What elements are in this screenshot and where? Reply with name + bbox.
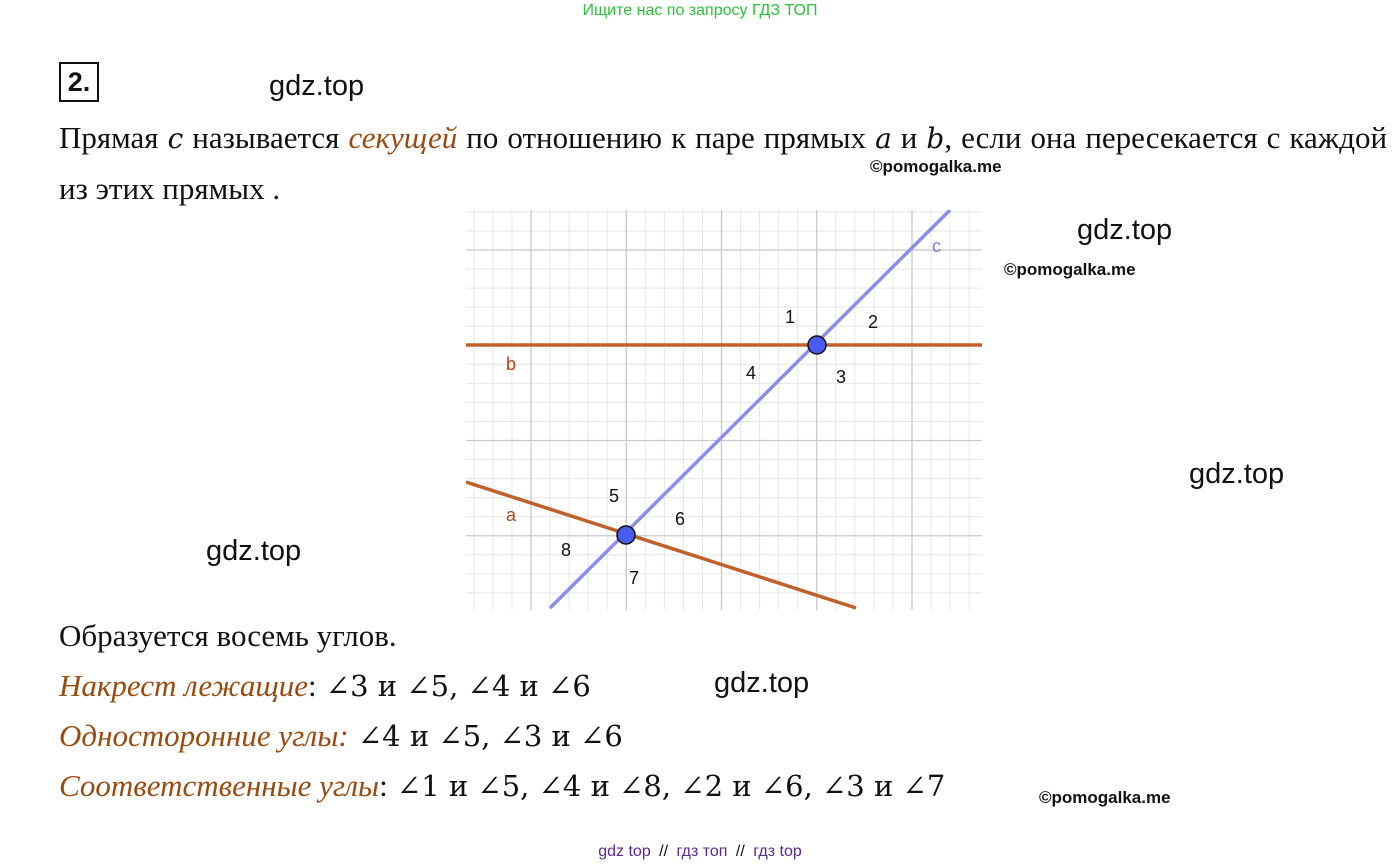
term-secant: секущей [348,120,458,155]
intersection-point-b [808,336,826,354]
watermark-gdz: gdz.top [1077,214,1173,246]
row-separator: : [308,668,317,703]
footer-link-gdz-top[interactable]: gdz top [598,843,651,860]
angle-label-1: 1 [785,307,796,327]
corresponding-angles-term: Соответственные углы [59,768,380,803]
task-number: 2. [59,62,99,102]
angle-label-3: 3 [836,367,847,387]
definition-paragraph [59,113,1387,214]
footer-links [0,843,1400,861]
intersection-point-a [617,526,635,544]
angle-label-5: 5 [609,486,620,506]
definition-text: по отношению к паре прямых [466,120,867,155]
search-banner-text: Ищите нас по запросу ГДЗ ТОП [582,2,818,19]
search-banner [0,2,1400,20]
definition-text: Прямая [59,120,159,155]
watermark-pomogalka: ©pomogalka.me [1004,260,1136,279]
grid [466,210,982,610]
row-separator: : [379,768,388,803]
alternate-angles-values: ∠3 и ∠5, ∠4 и ∠6 [316,669,591,703]
watermark-gdz: gdz.top [206,535,302,567]
variable-a: a [875,122,892,155]
alternate-angles-row [59,668,591,704]
variable-b: b [926,122,945,155]
watermark-gdz: gdz.top [269,70,365,102]
co-interior-angles-term: Односторонние углы: [59,718,349,753]
co-interior-angles-row [59,718,623,754]
line-c-label: c [932,236,941,256]
co-interior-angles-values: ∠4 и ∠5, ∠3 и ∠6 [348,719,623,753]
watermark-gdz: gdz.top [1189,458,1285,490]
secant-figure [466,210,982,610]
corresponding-angles-row [59,768,945,804]
line-c [550,210,950,608]
corresponding-angles-values: ∠1 и ∠5, ∠4 и ∠8, ∠2 и ∠6, ∠3 и ∠7 [387,769,946,803]
angle-label-8: 8 [561,540,572,560]
watermark-gdz: gdz.top [714,667,810,699]
line-b-label: b [506,354,517,374]
angle-label-4: 4 [746,363,757,383]
line-a-label: a [506,505,517,525]
variable-c: c [167,122,184,155]
angle-label-6: 6 [675,509,686,529]
angle-label-7: 7 [629,568,640,588]
footer-separator: // [735,843,745,860]
footer-link-gdz-top-mixed[interactable]: гдз top [753,843,802,860]
angle-label-2: 2 [868,312,879,332]
definition-text: называется [192,120,340,155]
watermark-pomogalka: ©pomogalka.me [870,157,1002,176]
watermark-pomogalka: ©pomogalka.me [1039,788,1171,807]
alternate-angles-term: Накрест лежащие [59,668,308,703]
footer-separator: // [659,843,669,860]
footer-link-gdz-top-ru[interactable]: гдз топ [676,843,728,860]
conjunction: и [900,120,918,155]
result-intro: Образуется восемь углов. [59,618,397,653]
definition-text: , если она пересекается с каждой из этих прямых . [59,120,1388,206]
